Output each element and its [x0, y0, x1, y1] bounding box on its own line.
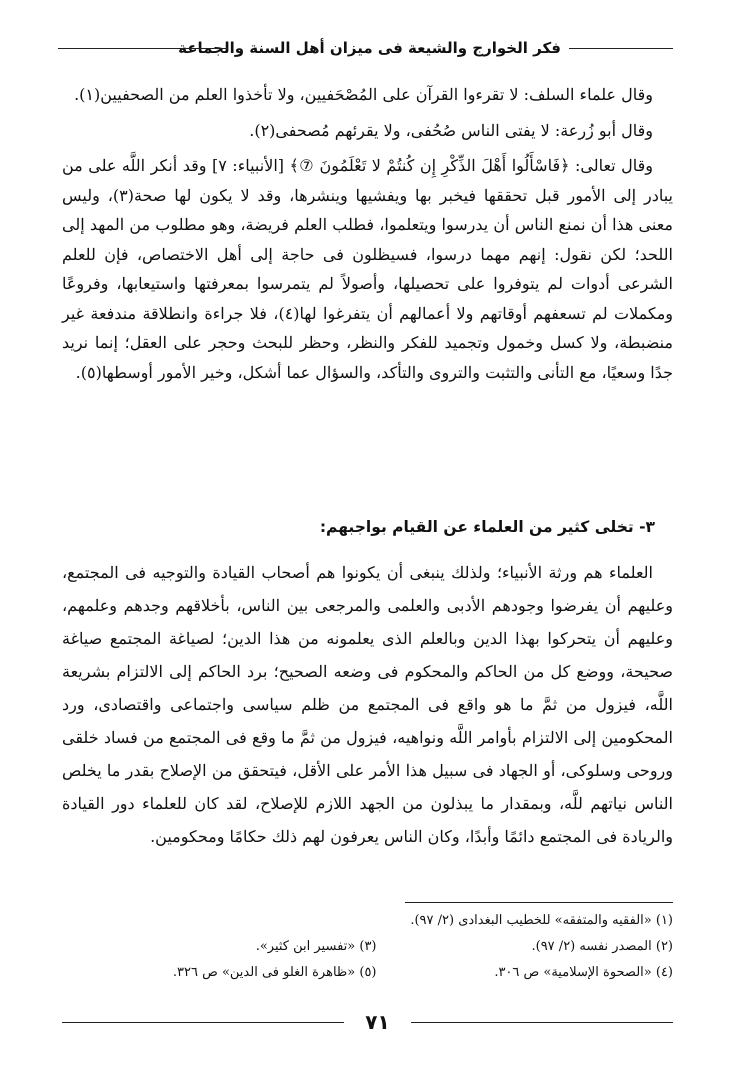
footnote-separator: [405, 902, 673, 903]
header-rule-right: [569, 48, 673, 49]
footnote-row: [80, 934, 673, 960]
header-rule-left: [58, 48, 228, 49]
footnote-3: (٣) «تفسير ابن كثير».: [255, 939, 377, 954]
paragraph-abu-zura-quote: وقال أبو زُرعة: لا يفتى الناس صُحُفى، ولا يقرئهم مُصحفى(٢).: [249, 120, 653, 140]
page-folio: [62, 1008, 673, 1038]
paragraph-salaf-quote: وقال علماء السلف: لا تقرءوا القرآن على المُصْحَفيين، ولا تأخذوا العلم من الصحفيين(١).: [74, 85, 653, 104]
footnote-4: (٤) «الصحوة الإسلامية» ص ٣٠٦.: [494, 965, 673, 980]
paragraph-scholars-role: العلماء هم ورثة الأنبياء؛ ولذلك ينبغى أن يكونوا هم أصحاب القيادة والتوجيه فى المجتمع، وعليهم أن يفرضوا وجودهم الأدبى والعلمى والمرجعى بين الناس، بأخلاقهم وجدهم وعلمهم، وعليهم أن يتحركوا بهذا الدين وبالعلم الذى يعلمونه من هذا الدين؛ لصياغة المجتمع صياغة صحيحة، ووضع كل من الحاكم والمحكوم فى وضعه الصحيح؛ برد الحاكم إلى الالتزام بشريعة اللَّه، فيزول من ثمَّ ما هو واقع فى المجتمع من ظلم سياسى واجتماعى واقتصادى، ورد المحكومين إلى الالتزام بأوامر اللَّه ونواهيه، فيزول من ثمَّ ما وقع فى المجتمع من فساد خلقى وروحى وسلوكى، أو الجهاد فى سبيل هذا الأمر على الأقل، فيتحقق من الإصلاح بقدر ما يخلص الناس نياتهم للَّه، وبمقدار ما يبذلون من الجهد اللازم للإصلاح، لقد كان للعلماء دور القيادة والريادة فى المجتمع دائمًا وأبدًا، وكان الناس يعرفون لهم ذلك حكامًا ومحكومين.: [62, 563, 673, 846]
running-header: [58, 30, 673, 66]
folio-rule-left: [62, 1022, 344, 1023]
page-number: ٧١: [365, 1010, 390, 1034]
section-heading: ٣- تخلى كثير من العلماء عن القيام بواجبهم:: [319, 518, 655, 536]
footnote-5: (٥) «ظاهرة الغلو فى الدين» ص ٣٢٦.: [172, 965, 377, 980]
main-text: [62, 80, 673, 387]
footnote-1: (١) «الفقيه والمتفقه» للخطيب البغدادى (٢/ ٩٧).: [410, 913, 673, 928]
footnote-row: [80, 960, 673, 986]
paragraph-quran-verse: وقال تعالى: ﴿فَاسْأَلُوا أَهْلَ الذِّكْرِ إِن كُنتُمْ لا تَعْلَمُونَ ⑦﴾ [الأنبياء: ٧] وقد أنكر اللَّه على من يبادر إلى الأمور قبل تحققها فيخبر بها ويفشيها وينشرها، وقد لا يكون لها صحة(٣)، وليس معنى هذا أن نمنع الناس أن يدرسوا ويتعلموا، فطلب العلم فريضة، وهو مطلوب من المهد إلى اللحد؛ لكن نقول: إنهم مهما درسوا، فسيظلون فى حاجة إلى أهل الاختصاص، فإن للعلم الشرعى أدوات لم يتوفروا على تحصيلها، وأصولاً لم يتمرسوا بمعرفتها واستيعابها، وفروعًا ومكملات لم تسعفهم أوقاتهم ولا أعمالهم أن يتفرغوا لها(٤)، فلا جراءة وانطلاقة مندفعة غير منضبطة، ولا كسل وخمول وتجميد للفكر والنظر، وحظر للبحث وحجر على العقل؛ إنما نريد جدًا وسعيًا، مع التأنى والتثبت والتروى والتأكد، والسؤال عما أشكل، وخير الأمور أوسطها(٥).: [62, 156, 673, 382]
footnote-2: (٢) المصدر نفسه (٢/ ٩٧).: [531, 939, 673, 954]
folio-rule-right: [411, 1022, 673, 1023]
footnote-row: [80, 908, 673, 934]
section-body: [62, 556, 673, 853]
footnotes: [80, 908, 673, 986]
running-header-title: فكر الخوارج والشيعة فى ميزان أهل السنة والجماعة: [178, 39, 561, 57]
